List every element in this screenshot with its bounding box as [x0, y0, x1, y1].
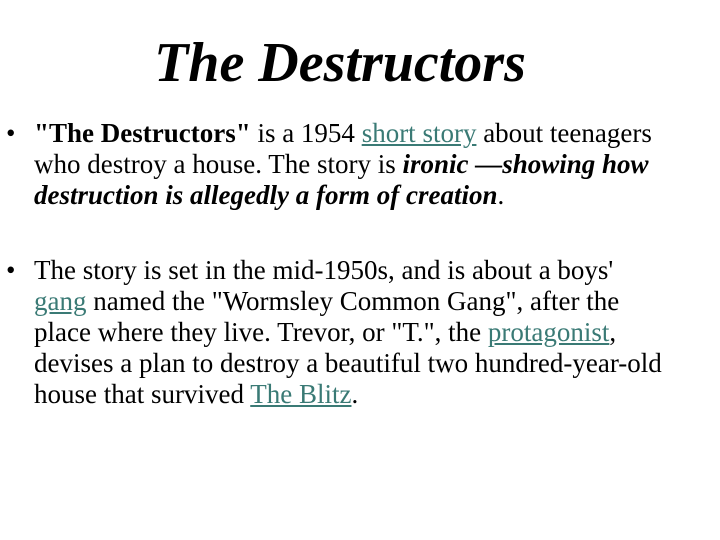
text-segment: The story is set in the mid-1950s, and is about a boys' [34, 255, 614, 285]
text-segment: named the "Wormsley Common Gang", after the place where they live. Trevor, or "T.", the [34, 286, 620, 347]
bullet-item-2 [0, 255, 664, 410]
text-segment: about teenagers who destroy a house. The story is [34, 118, 652, 179]
link-protagonist[interactable]: protagonist [487, 317, 610, 347]
emphasis-showing: —showing how destruction is allegedly a form [34, 149, 649, 210]
text-segment: is a 1954 [250, 118, 362, 148]
link-the-blitz[interactable]: The Blitz [250, 379, 352, 409]
bullet-item-1 [0, 118, 664, 211]
text-segment: . [497, 180, 505, 210]
bullet-list [0, 118, 700, 410]
text-segment: . [351, 379, 359, 409]
story-title-bold: "The Destructors" [34, 118, 251, 148]
emphasis-of-creation: of creation [369, 180, 498, 210]
link-short-story[interactable]: short story [361, 118, 477, 148]
emphasis-ironic: ironic [402, 149, 469, 179]
bullet-marker: • [6, 255, 16, 285]
slide-title: The Destructors [154, 32, 526, 94]
text-segment: , devises a plan to destroy a beautiful two hundred-year-old house that survived [34, 317, 662, 409]
link-gang[interactable]: gang [34, 286, 87, 316]
bullet-marker: • [6, 118, 16, 148]
